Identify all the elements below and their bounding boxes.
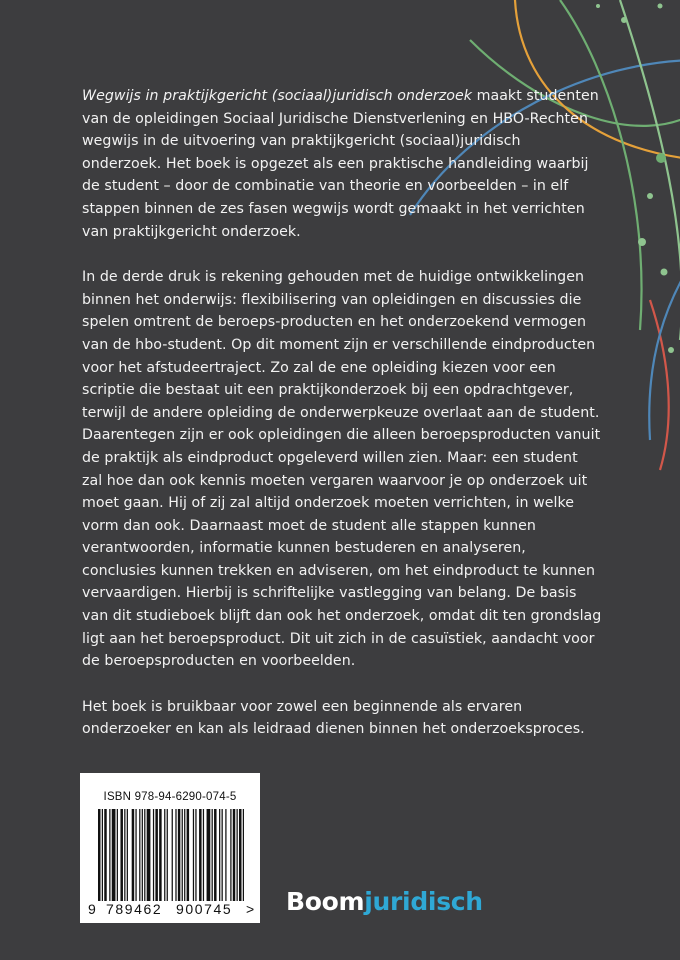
publisher-name-part2: juridisch: [364, 887, 483, 916]
book-title-italic: Wegwijs in praktijkgericht (sociaal)juridisch onderzoek: [82, 88, 473, 104]
blurb-text: [82, 85, 602, 764]
blurb-paragraph-1: [82, 85, 602, 243]
barcode-digits-right: 900745: [176, 901, 233, 917]
barcode-bars-icon: [98, 809, 244, 901]
publisher-name-part1: Boom: [286, 887, 365, 916]
barcode-digit-end: >: [246, 901, 255, 917]
orbit-line-red: [650, 300, 669, 470]
blurb-paragraph-1-text: maakt studenten van de opleidingen Sociaal Juridische Dienstverlening en HBO-Rechten wegwijs in de uitvoering van praktijkgericht (sociaal)juridisch onderzoek. Het boek is opgezet als een praktische handleiding waarbij de student – door de combinatie van theorie en voorbeelden – in elf stappen binnen de zes fasen wegwijs wordt gemaakt in het verrichten van praktijkgericht onderzoek.: [82, 88, 599, 240]
barcode-digits-left: 789462: [106, 901, 163, 917]
isbn-label: ISBN 978-94-6290-074-5: [103, 791, 237, 803]
orbit-line-blue-2: [649, 250, 680, 440]
barcode-digit-first: 9: [88, 901, 96, 917]
blurb-paragraph-3: Het boek is bruikbaar voor zowel een beginnende als ervaren onderzoeker en kan als leidraad dienen binnen het onderzoeksproces.: [82, 698, 585, 738]
orbit-dots: [596, 4, 674, 354]
publisher-logo: [286, 887, 483, 916]
barcode-box: [80, 773, 260, 923]
blurb-paragraph-2: In de derde druk is rekening gehouden met de huidige ontwikkelingen binnen het onderwijs: flexibilisering van opleidingen en discussies die spelen omtrent de beroeps-producten en het onderzoekend vermogen van de hbo-student. Op dit moment zijn er verschillende eindproducten voor het afstudeertraject. Zo zal de ene opleiding kiezen voor een scriptie die bestaat uit een praktijkonderzoek bij een opdrachtgever, terwijl de andere opleiding de onderwerpkeuze overlaat aan de student. Daarentegen zijn er ook opleidingen die alleen beroepsproducten vanuit de praktijk als eindproduct opgeleverd willen zien. Maar: een student zal hoe dan ook kennis moeten vergaren waarvoor je op onderzoek uit moet gaan. Hij of zij zal altijd onderzoek moeten verrichten, in welke vorm dan ook. Daarnaast moet de student alle stappen kunnen verantwoorden, informatie kunnen bestuderen en analyseren, conclusies kunnen trekken en adviseren, om het eindproduct te kunnen vervaardigen. Hierbij is schriftelijke vastlegging van belang. De basis van dit studieboek blijft dan ook het onderzoek, omdat dit ten grondslag ligt aan het beroepsproduct. Dit uit zich in de casuïstiek, aandacht voor de beroepsproducten en voorbeelden.: [82, 269, 602, 670]
